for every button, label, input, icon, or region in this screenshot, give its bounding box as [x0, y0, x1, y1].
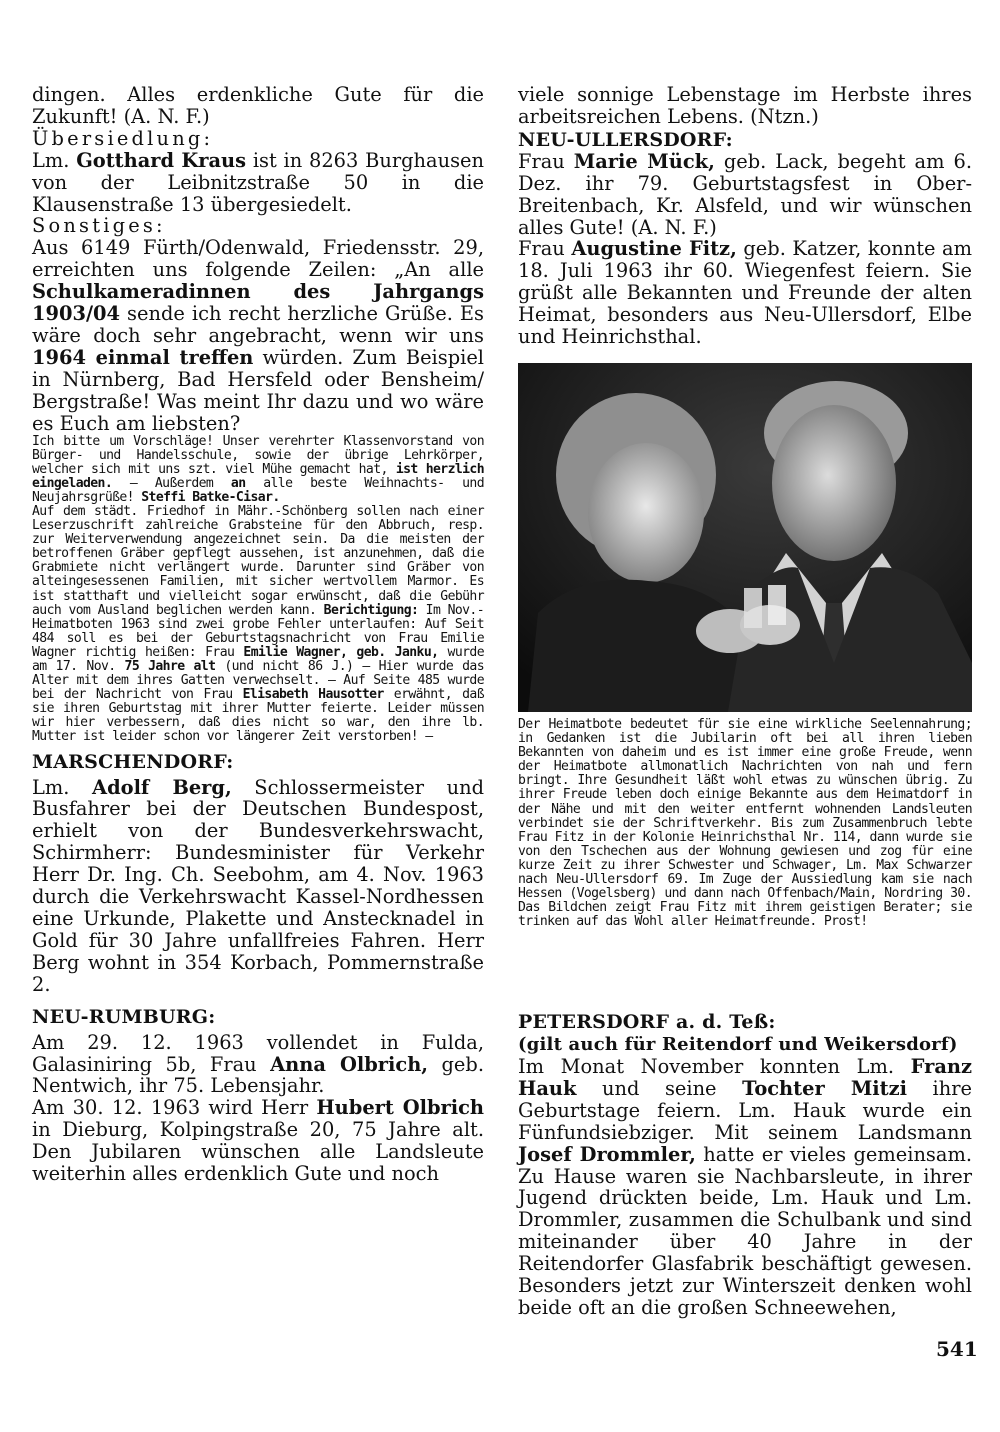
page-number: 541	[936, 1337, 978, 1361]
name-franz-hauk: Franz Hauk	[518, 1055, 972, 1100]
heading-marschendorf: MARSCHENDORF:	[32, 750, 234, 773]
heading-uebersiedlung: Übersiedlung:	[32, 126, 214, 150]
left-paragraph-5: Am 29. 12. 1963 vollendet in Fulda, Galasiniring 5b, Frau Anna Olbrich, geb. Nentwich, ihr 75. Lebensjahr.	[32, 1030, 484, 1098]
heading-neu-ullersdorf: NEU-ULLERSDORF:	[518, 128, 733, 151]
highlight-schulkameradinnen: Schulkameradinnen des Jahrgangs 1903/04	[32, 280, 484, 326]
name-hubert-olbrich: Hubert Olbrich	[316, 1096, 484, 1120]
left-paragraph-4: Lm. Adolf Berg, Schlossermeister und Busfahrer bei der Deutschen Bundespost, erhielt von der Bundesverkehrswacht, Schirmherr: Bundesminister für Verkehr Herr Dr. Ing. Ch. Seebohm, am 4. Nov. 1963 durch die Verkehrswacht Kassel-Nordhessen eine Urkunde, Plakette und Anstecknadel in Gold für 30 Jahre unfallfreies Fahren. Herr Berg wohnt in 354 Korbach, Pommernstraße 2.	[32, 775, 485, 996]
left-column	[32, 84, 484, 1185]
left-small-paragraph-1: Ich bitte um Vorschläge! Unser verehrter Klassenvorstand von Bürger- und Handelsschule, sowie der übrige Lehrkörper, welcher sich mit uns szt. viel Mühe gemacht hat, ist herzlich eingeladen. — Außerdem an alle beste Weihnachts- und Neujahrsgrüße! Steffi Batke-Cisar.	[32, 433, 484, 505]
left-paragraph-3: Aus 6149 Fürth/Odenwald, Friedensstr. 29, erreichten uns folgende Zeilen: „An alle Schulkameradinnen des Jahrgangs 1903/04 sende ich recht herzliche Grüße. Es wäre doch sehr angebracht, wenn wir uns 1964 einmal treffen würden. Zum Beispiel in Nürnberg, Bad Hersfeld oder Bensheim/ Bergstraße! Was meint Ihr dazu und wo wäre es Euch am liebsten?	[32, 236, 484, 435]
right-column-lower	[518, 1010, 972, 1319]
left-paragraph-1: dingen. Alles erdenkliche Gute für die Zukunft! (A. N. F.)	[32, 83, 484, 128]
right-column-upper	[518, 84, 972, 348]
heading-petersdorf-sub: (gilt auch für Reitendorf und Weikersdorf)	[518, 1034, 958, 1055]
name-marie-mueck: Marie Mück,	[573, 149, 715, 173]
photo-caption	[518, 718, 972, 929]
name-adolf-berg: Adolf Berg,	[92, 775, 232, 799]
name-tochter-mitzi: Tochter Mitzi	[742, 1076, 907, 1100]
right-paragraph-1: viele sonnige Lebenstage im Herbste ihres arbeitsreichen Lebens. (Ntzn.)	[518, 83, 972, 128]
name-augustine-fitz: Augustine Fitz,	[571, 237, 737, 261]
right-paragraph-3: Frau Augustine Fitz, geb. Katzer, konnte am 18. Juli 1963 ihr 60. Wiegenfest feiern. Sie grüßt alle Bekannten und Freunde der alten Heimat, besonders aus Neu-Ullersdorf, Elbe und Heinrichsthal.	[518, 237, 972, 349]
left-paragraph-2: Lm. Gotthard Kraus ist in 8263 Burghausen von der Leibnitzstraße 50 in die Klausenstraße 13 übergesiedelt.	[32, 148, 484, 216]
right-paragraph-2: Frau Marie Mück, geb. Lack, begeht am 6. Dez. ihr 79. Geburtstagsfest in Ober-Breitenbach, Kr. Alsfeld, und wir wünschen alles Gute! (A. N. F.)	[518, 149, 972, 239]
right-paragraph-4: Im Monat November konnten Lm. Franz Hauk und seine Tochter Mitzi ihre Geburtstage feiern. Lm. Hauk wurde ein Fünfundsiebziger. Mit seinem Landsmann Josef Drommler, hatte er vieles gemeinsam. Zu Hause waren sie Nachbarsleute, in ihrer Jugend drückten beide, Lm. Hauk und Lm. Drommler, zusammen die Schulbank und sind miteinander über 40 Jahre in der Reitendorfer Glasfabrik beschäftigt gewesen. Besonders jetzt zur Winterszeit denken wohl beide oft an die großen Schneewehen,	[518, 1055, 972, 1319]
photo-toast	[518, 363, 972, 712]
photo-image	[518, 363, 972, 712]
left-paragraph-6: Am 30. 12. 1963 wird Herr Hubert Olbrich in Dieburg, Kolpingstraße 20, 75 Jahre alt. Den Jubilaren wünschen alle Landsleute weiterhin alles erdenklich Gute und noch	[32, 1096, 484, 1186]
left-small-paragraph-2: Auf dem städt. Friedhof in Mähr.-Schönberg sollen nach einer Leserzuschrift zahlreiche Grabsteine für den Abbruch, resp. zur Weiterverwendung angezeichnet sein. Da die meisten der betroffenen Gräber gepflegt aussehen, ist anzunehmen, daß die Grabmiete nicht verlängert wurde. Darunter sind Gräber von alteingesessenen Familien, mit sicher wertvollem Marmor. Es ist statthaft und vielleicht sogar erwünscht, daß die Gebühr auch vom Ausland beglichen werden kann. Berichtigung: Im Nov.-Heimatboten 1963 sind zwei grobe Fehler unterlaufen: Auf Seit 484 soll es bei der Geburtstagsnachricht von Frau Emilie Wagner richtig heißen: Frau Emilie Wagner, geb. Janku, wurde am 17. Nov. 75 Jahre alt (und nicht 86 J.) — Hier wurde das Alter mit dem ihres Gatten verwechselt. — Auf Seite 485 wurde bei der Nachricht von Frau Elisabeth Hausotter erwähnt, daß sie ihren Geburtstag mit ihrer Mutter feierte. Leider müssen wir hier verbessern, daß dies nicht so war, den ihre lb. Mutter ist leider schon vor längerer Zeit verstorben! —	[32, 503, 484, 745]
name-anna-olbrich: Anna Olbrich,	[270, 1052, 429, 1076]
heading-neu-rumburg: NEU-RUMBURG:	[32, 1005, 216, 1028]
name-gotthard-kraus: Gotthard Kraus	[76, 148, 247, 172]
heading-petersdorf: PETERSDORF a. d. Teß:	[518, 1011, 776, 1033]
heading-sonstiges: Sonstiges:	[32, 214, 166, 238]
highlight-treffen: 1964 einmal treffen	[32, 345, 254, 369]
signature-steffi: Steffi Batke-Cisar.	[141, 489, 280, 505]
name-josef-drommler: Josef Drommler,	[518, 1142, 696, 1166]
label-berichtigung: Berichtigung:	[323, 602, 419, 618]
caption-text: Der Heimatbote bedeutet für sie eine wirkliche Seelennahrung; in Gedanken ist die Jubilarin oft bei all ihren lieben Bekannten von daheim und es ist immer eine große Freude, wenn der Heimatbote allmonatlich Nachrichten von nah und fern bringt. Ihre Gesundheit läßt wohl etwas zu wünschen übrig. Zu ihrer Freude leben doch einige Bekannte aus dem Heimatdorf in der Nähe und mit den weiter entfernt wohnenden Landsleuten verbindet sie der Schriftverkehr. Bis zum Zusammenbruch lebte Frau Fitz in der Kolonie Heinrichsthal Nr. 114, dann wurde sie von den Tschechen aus der Wohnung gewiesen und zog für eine kurze Zeit zu ihrer Schwester und Schwager, Lm. Max Schwarzer nach Neu-Ullersdorf 69. Im Zuge der Aussiedlung kam sie nach Hessen (Vogelsberg) und dann nach Offenbach/Main, Nordring 30. Das Bildchen zeigt Frau Fitz mit ihrem geistigen Berater; sie trinken auf das Wohl aller Heimatfreunde. Prost!	[518, 717, 972, 930]
